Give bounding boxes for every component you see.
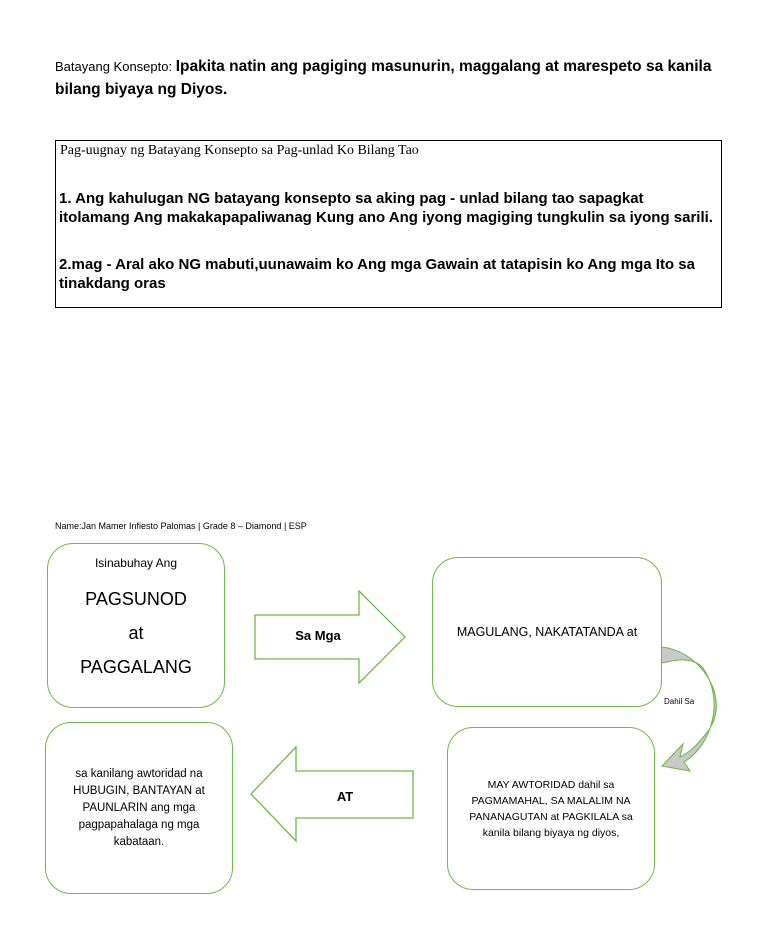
curve-label: Dahil Sa xyxy=(664,697,695,706)
card1-line3: at xyxy=(128,623,144,643)
card-obedience xyxy=(47,543,225,708)
right-arrow-label: Sa Mga xyxy=(295,628,341,643)
card1-line1: Isinabuhay Ang xyxy=(94,556,178,570)
concept-label: Batayang Konsepto: xyxy=(55,59,176,74)
card1-line2: PAGSUNOD xyxy=(85,589,187,609)
connection-item-1: 1. Ang kahulugan NG batayang konsepto sa aking pag - unlad bilang tao sapagkat itolamang Ang makakapapaliwanag Kung ano Ang iyong magiging tungkulin sa iyong sarili. xyxy=(59,190,713,226)
connection-box-title: Pag-uugnay ng Batayang Konsepto sa Pag-unlad Ko Bilang Tao xyxy=(60,143,419,158)
card4-text: sa kanilang awtoridad na HUBUGIN, BANTAYAN at PAUNLARIN ang mga pagpapahalaga ng mga kabataan. xyxy=(73,767,205,848)
card1-line4: PAGGALANG xyxy=(80,657,192,677)
card-youth-values xyxy=(45,722,233,894)
card2-text: MAGULANG, NAKATATANDA at xyxy=(456,625,638,639)
connection-item-2: 2.mag - Aral ako NG mabuti,uunawaim ko Ang mga Gawain at tatapisin ko Ang mga Ito sa tinakdang oras xyxy=(59,256,695,292)
curved-arrow-shape xyxy=(661,647,716,771)
concept-text: Ipakita natin ang pagiging masunurin, maggalang at marespeto sa kanila bilang biyaya ng Diyos. xyxy=(55,58,712,98)
student-name-line: Name:Jan Mamer Infiesto Palomas | Grade 8 – Diamond | ESP xyxy=(55,521,307,531)
left-arrow-label: AT xyxy=(336,789,354,804)
card-parents xyxy=(432,557,662,707)
card-authority xyxy=(447,727,655,890)
card3-text: MAY AWTORIDAD dahil sa PAGMAMAHAL, SA MALALIM NA PANANAGUTAN at PAGKILALA sa kanila bilang biyaya ng diyos, xyxy=(469,778,633,839)
